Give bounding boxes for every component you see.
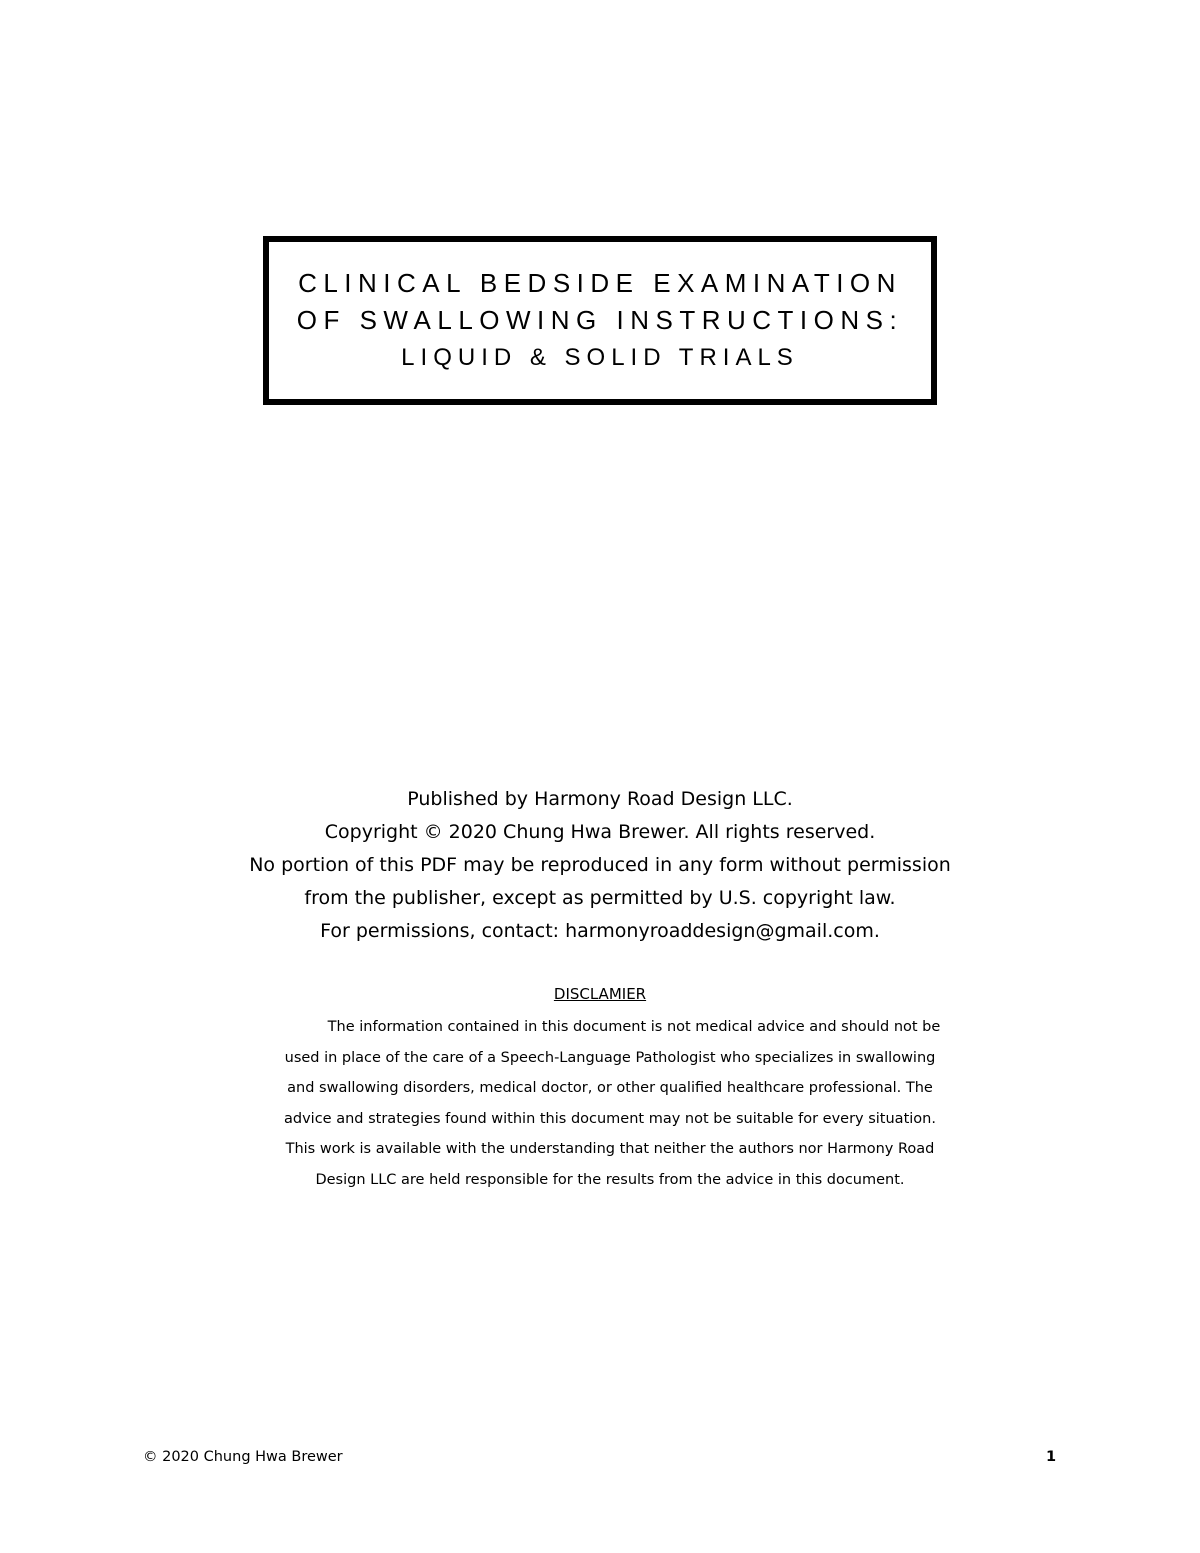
- disclaimer-body: [230, 1012, 990, 1195]
- disclaimer-line: and swallowing disorders, medical doctor, or other qualified healthcare professional. The: [287, 1080, 933, 1096]
- reproduction-line: No portion of this PDF may be reproduced in any form without permission: [249, 854, 951, 876]
- publisher-line: Published by Harmony Road Design LLC.: [407, 788, 793, 810]
- disclaimer-heading: DISCLAMIER: [553, 985, 647, 1003]
- title-line-1: CLINICAL BEDSIDE EXAMINATION: [298, 268, 902, 298]
- title-box: [263, 236, 937, 405]
- disclaimer-line: advice and strategies found within this document may not be suitable for every situation.: [284, 1110, 936, 1127]
- disclaimer-line: Design LLC are held responsible for the results from the advice in this document.: [315, 1171, 905, 1188]
- permissions-contact-line: For permissions, contact: harmonyroaddesign@gmail.com.: [320, 920, 880, 942]
- title-line-3: LIQUID & SOLID TRIALS: [401, 344, 799, 371]
- footer-copyright: © 2020 Chung Hwa Brewer: [143, 1449, 343, 1465]
- disclaimer-line: This work is available with the understanding that neither the authors nor Harmony Road: [285, 1141, 935, 1157]
- title-line-2: OF SWALLOWING INSTRUCTIONS:: [296, 305, 904, 335]
- copyright-line: Copyright © 2020 Chung Hwa Brewer. All rights reserved.: [324, 821, 876, 843]
- disclaimer-line: used in place of the care of a Speech-Language Pathologist who specializes in swallowing: [284, 1049, 936, 1066]
- reproduction-line-cont: from the publisher, except as permitted by U.S. copyright law.: [304, 887, 896, 909]
- publisher-notice: [200, 783, 1000, 948]
- footer-page-number: 1: [1046, 1449, 1057, 1465]
- disclaimer-line: The information contained in this document is not medical advice and should not be: [327, 1019, 941, 1035]
